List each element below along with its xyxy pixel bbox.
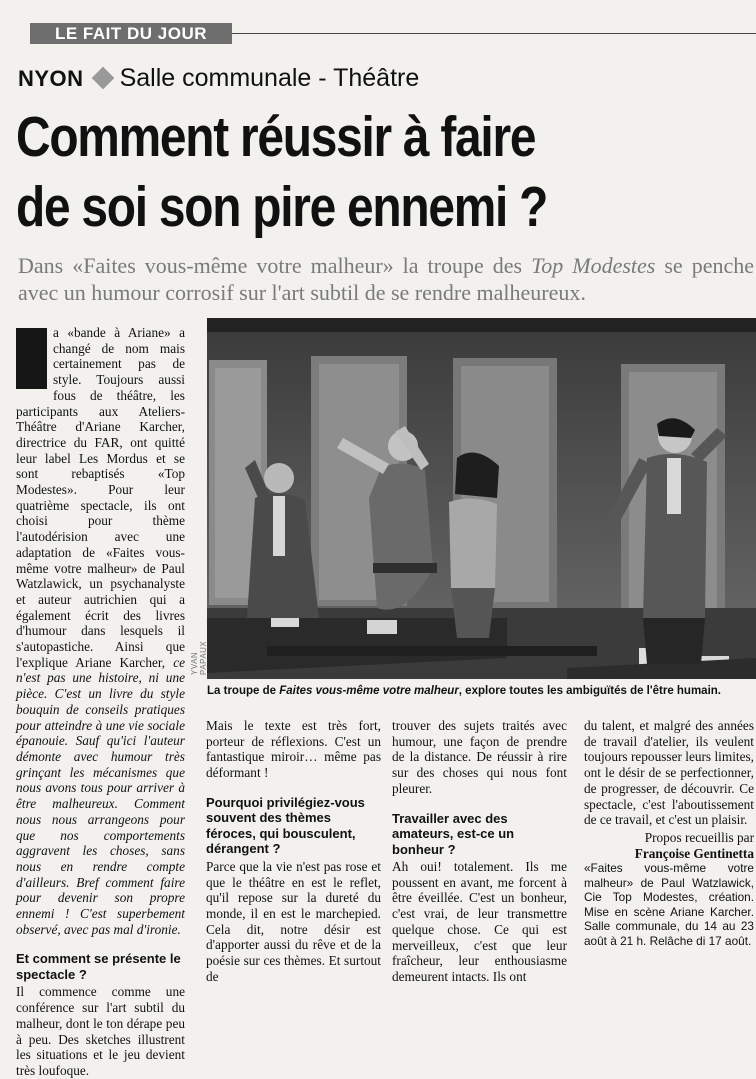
stage-photo [207,318,756,679]
article-column-4 [584,718,754,968]
answer-1: Il commence comme une conférence sur l'art subtil du malheur, dont le ton dérape peu à peu. Des sketches illustrent les situations et le jeu devient très loufoque. [16,984,185,1078]
section-rubric: LE FAIT DU JOUR [30,23,232,44]
caption-pre: La troupe de [207,685,280,697]
show-info: «Faites vous-même votre malheur» de Paul Watzlawick, Cie Top Modestes, création. Mise en scène Ariane Karcher. Salle communale, du 14 au 23 août à 21 h. Relâche di 17 août. [584,861,754,948]
dropcap [16,328,47,389]
answer-3-continued: du talent, et malgré des années de travail d'atelier, ils veulent toujours repousser leurs limites, ont le désir de se perfectionner, de progresser, de découvrir. Ce spectacle, c'est l'aboutissement de ce travail, et c'est un plaisir. [584,718,754,828]
standfirst-part-2: se penche avec un humour corrosif sur l'art subtil de se rendre malheureux. [18,253,754,305]
headline-line-2: de soi son pire ennemi ? [16,175,548,239]
article-column-1 [16,325,185,1078]
paragraph-intro [16,325,185,937]
signoff-intro: Propos recueillis par [644,829,754,845]
photo-credit: YVAN PAPAUX [190,640,208,675]
answer-2-continued: trouver des sujets traités avec humour, une façon de prendre de la distance. De réussir à rire sur des choses qui nous font pleurer. [392,718,567,796]
signoff-author: Françoise Gentinetta [634,845,754,861]
kicker-city: NYON [18,66,84,91]
rubric-rule [232,33,756,34]
signoff [584,830,754,861]
caption-title: Faites vous-même votre malheur [279,685,459,697]
kicker-venue: Salle communale - Théâtre [119,64,420,92]
headline-line-1: Comment réussir à faire [16,105,536,169]
article-column-3 [392,718,567,984]
stage-photo-illustration [207,318,756,679]
intro-quote: ce n'est pas une histoire, ni une pièce. C'est un livre du style bouquin de conseils pratiques pour atteindre à une vie sociale épanouie. Sauf qu'ici l'auteur démonte avec humour très grinçant les mécanismes que nous avons tous pour arriver à être malheureux. Comment nous nous arrangeons pour que nos comportements aggravent les choses, sans nous en rendre compte d'ailleurs. Bref comment faire pour devenir son propre ennemi ! C'est superbement observé, avec pas mal d'ironie. [16,654,185,937]
article-column-2 [206,718,381,984]
standfirst [18,252,754,306]
answer-2: Parce que la vie n'est pas rose et que le théâtre en est le reflet, qu'il repose sur la dureté du monde, il en est le marchepied. Cela dit, notre désir est d'apporter aussi du rêve et de la poésie sur ces thèmes. Et surtout de [206,858,381,984]
question-2: Pourquoi privilégiez-vous souvent des thèmes féroces, qui bousculent, dérangent ? [206,794,365,857]
standfirst-troupe: Top Modestes [531,253,656,278]
diamond-icon [91,67,114,90]
answer-3: Ah oui! totalement. Ils me poussent en avant, me forcent à être éveillée. C'est un bonheur, c'est vrai, de leur transmettre quelque chose. Ce qui est merveilleux, c'est que leur fraîcheur, leur enthousiasme demeurent intacts. Ils ont [392,859,567,984]
intro-text: a «bande à Ariane» a changé de nom mais certainement pas de style. Toujours aussi fous de théâtre, les participants aux Ateliers-Théâtre d'Ariane Karcher, directrice du FAR, ont quitté leur label Les Mordus et se sont rebaptisés «Top Modestes». Pour leur quatrième spectacle, ils ont choisi pour thème l'autodérision avec une adaptation de «Faites vous-même votre malheur» de Paul Watzlawick, un psychanalyste et auteur autrichien qui a également écrit des livres d'humour dans lesquels il s'autopastiche. Ainsi que l'explique Ariane Karcher, [16,325,185,670]
standfirst-part-1: Dans «Faites vous-même votre malheur» la troupe des [18,253,532,278]
caption-post: , explore toutes les ambiguïtés de l'être humain. [458,685,721,697]
headline [16,102,629,242]
photo-caption [207,682,756,702]
kicker [18,63,419,93]
answer-1-continued: Mais le texte est très fort, porteur de réflexions. C'est un fantastique miroir… même pas déformant ! [206,718,381,781]
question-1: Et comment se présente le spectacle ? [16,951,181,982]
question-3: Travailler avec des amateurs, est-ce un bonheur ? [392,810,515,857]
